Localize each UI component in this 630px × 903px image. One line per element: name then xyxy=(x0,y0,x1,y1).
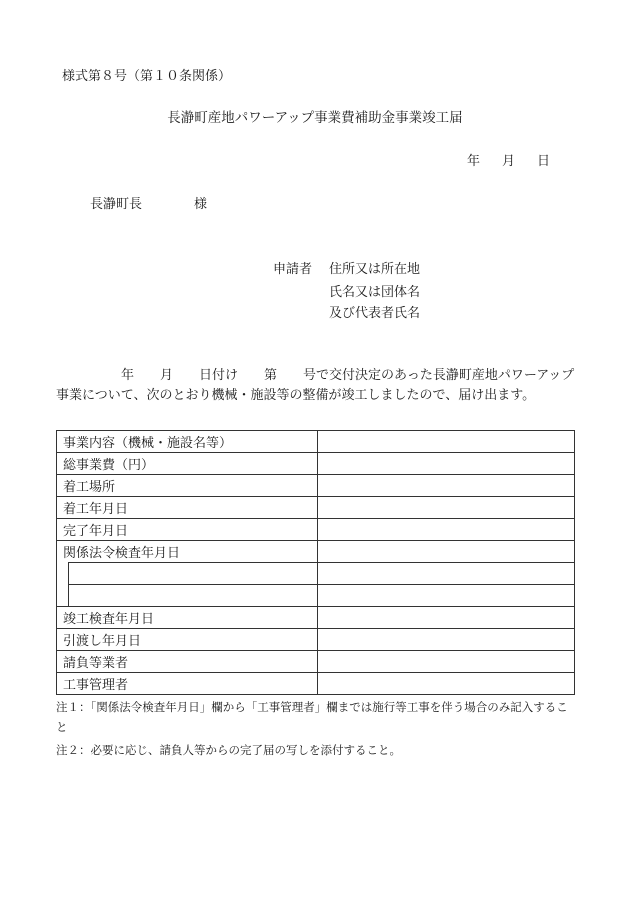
subrow-value-cell[interactable] xyxy=(318,563,575,585)
completion-table xyxy=(56,430,575,695)
subrow-value-cell[interactable] xyxy=(318,585,575,607)
table-row xyxy=(57,519,575,541)
row-label: 事業内容（機械・施設名等） xyxy=(57,431,318,453)
table-row xyxy=(57,651,575,673)
subrow-indent xyxy=(57,585,69,607)
applicant-address-label: 住所又は所在地 xyxy=(329,262,421,277)
row-value-cell[interactable] xyxy=(318,519,575,541)
table-row xyxy=(57,475,575,497)
row-label: 総事業費（円） xyxy=(57,453,318,475)
document-title: 長瀞町産地パワーアップ事業費補助金事業竣工届 xyxy=(167,110,463,126)
applicant-representative-label: 及び代表者氏名 xyxy=(329,306,421,321)
row-value-cell[interactable] xyxy=(318,673,575,695)
row-label: 引渡し年月日 xyxy=(57,629,318,651)
applicant-label: 申請者 xyxy=(273,262,313,277)
table-subrow xyxy=(57,563,575,585)
table-row xyxy=(57,431,575,453)
row-label: 請負等業者 xyxy=(57,651,318,673)
addressee-name: 長瀞町長 xyxy=(90,197,143,212)
honorific: 様 xyxy=(194,197,208,212)
row-value-cell[interactable] xyxy=(318,453,575,475)
date-day-label: 日 xyxy=(536,154,550,169)
applicant-name-label: 氏名又は団体名 xyxy=(329,285,421,300)
row-label: 完了年月日 xyxy=(57,519,318,541)
note-1: 注１：「関係法令検査年月日」欄から「工事管理者」欄までは施行等工事を伴う場合のみ記入すること xyxy=(56,700,568,734)
date-month-label: 月 xyxy=(501,154,515,169)
row-label: 関係法令検査年月日 xyxy=(57,541,318,563)
addressee xyxy=(90,197,207,213)
body-paragraph: 年 月 日付け 第 号で交付決定のあった長瀞町産地パワーアップ事業について、次のとおり機械・施設等の整備が竣工しましたので、届け出ます。 xyxy=(56,368,575,403)
row-value-cell[interactable] xyxy=(318,629,575,651)
table-row xyxy=(57,541,575,563)
subrow-label-cell[interactable] xyxy=(69,563,318,585)
date-line xyxy=(445,154,550,170)
form-number: 様式第８号（第１０条関係） xyxy=(62,69,232,84)
table-subrow xyxy=(57,585,575,607)
table-row xyxy=(57,673,575,695)
row-label: 着工場所 xyxy=(57,475,318,497)
row-value-cell[interactable] xyxy=(318,497,575,519)
row-label: 着工年月日 xyxy=(57,497,318,519)
row-label: 竣工検査年月日 xyxy=(57,607,318,629)
date-year-label: 年 xyxy=(466,154,480,169)
subrow-label-cell[interactable] xyxy=(69,585,318,607)
row-value-cell[interactable] xyxy=(318,651,575,673)
note-2: 注２：必要に応じ、請負人等からの完了届の写しを添付すること。 xyxy=(56,743,401,757)
row-value-cell[interactable] xyxy=(318,431,575,453)
table-row xyxy=(57,629,575,651)
table-row xyxy=(57,497,575,519)
subrow-indent xyxy=(57,563,69,585)
row-label: 工事管理者 xyxy=(57,673,318,695)
row-value-cell[interactable] xyxy=(318,475,575,497)
table-row xyxy=(57,607,575,629)
row-value-cell[interactable] xyxy=(318,607,575,629)
table-row xyxy=(57,453,575,475)
row-value-cell[interactable] xyxy=(318,541,575,563)
